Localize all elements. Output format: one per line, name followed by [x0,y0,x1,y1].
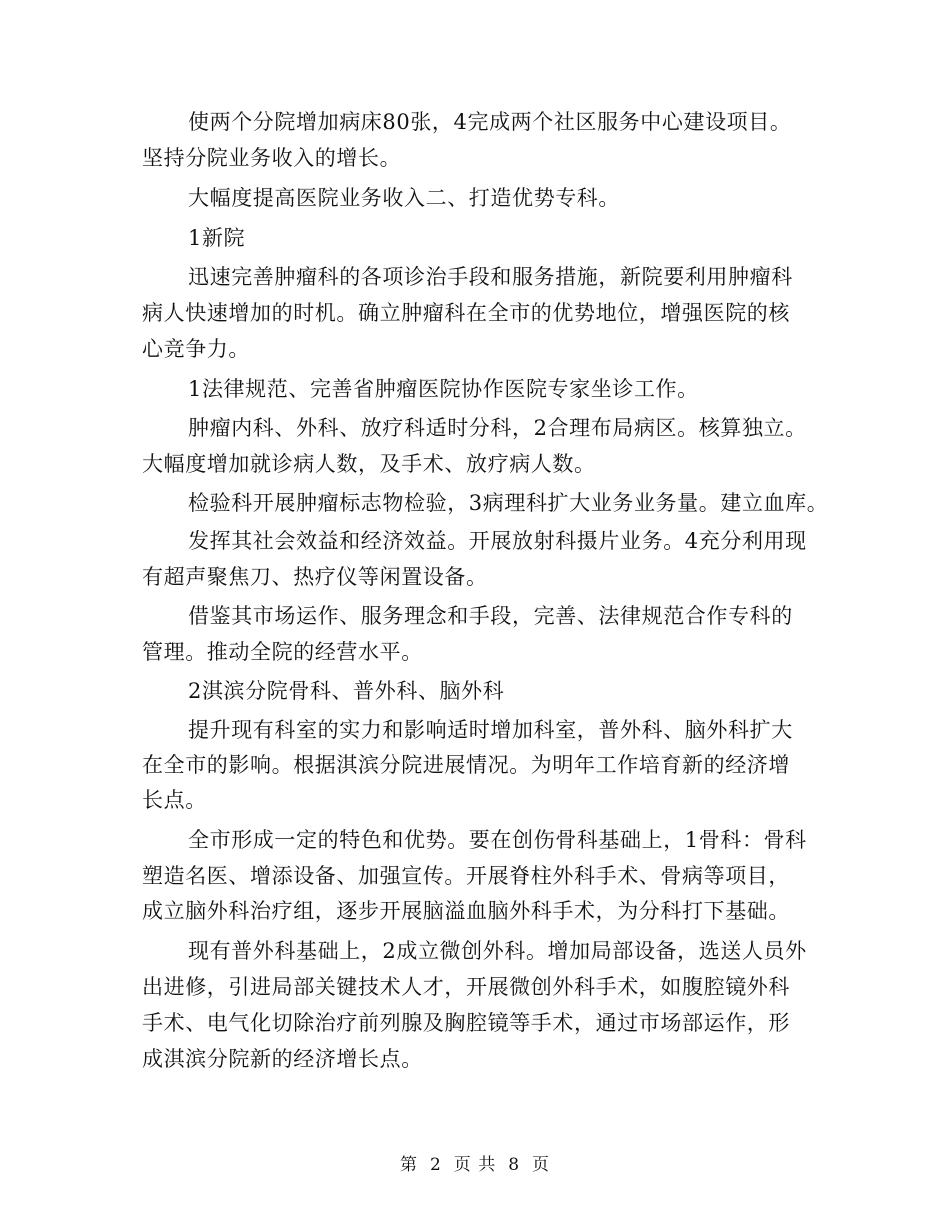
text-line-12: 发挥其社会效益和经济效益。开展放射科摄片业务。4充分利用现 [188,529,807,553]
text-line-13: 有超声聚焦刀、热疗仪等闲置设备。 [142,565,488,589]
page-number-footer [0,1150,950,1175]
text-line-7: 心竞争力。 [142,337,250,361]
text-line-19: 长点。 [142,788,207,812]
text-line-8: 1法律规范、完善省肿瘤医院协作医院专家坐诊工作。 [188,377,699,401]
text-line-10: 大幅度增加就诊病人数，及手术、放疗病人数。 [142,452,596,476]
text-line-18: 在全市的影响。根据淇滨分院进展情况。为明年工作培育新的经济增 [142,753,790,777]
text-line-23: 现有普外科基础上，2成立微创外科。增加局部设备，选送人员外 [188,939,807,963]
page-mid: 页 共 [453,1155,497,1175]
text-line-21: 塑造名医、增添设备、加强宣传。开展脊柱外科手术、骨病等项目， [142,864,790,888]
text-line-1: 使两个分院增加病床80张，4完成两个社区服务中心建设项目。 [188,110,792,134]
text-line-14: 借鉴其市场运作、服务理念和手段，完善、法律规范合作专科的 [188,604,793,628]
text-line-15: 管理。推动全院的经营水平。 [142,640,423,664]
text-line-26: 成淇滨分院新的经济增长点。 [142,1047,423,1071]
text-line-4: 1新院 [188,226,246,250]
text-line-22: 成立脑外科治疗组，逐步开展脑溢血脑外科手术，为分科打下基础。 [142,899,790,923]
page-prefix: 第 [399,1155,418,1175]
text-line-20: 全市形成一定的特色和优势。要在创伤骨科基础上，1骨科：骨科 [188,828,807,852]
text-line-6: 病人快速增加的时机。确立肿瘤科在全市的优势地位，增强医院的核 [142,301,790,325]
text-line-25: 手术、电气化切除治疗前列腺及胸腔镜等手术，通过市场部运作，形 [142,1011,790,1035]
text-line-17: 提升现有科室的实力和影响适时增加科室，普外科、脑外科扩大 [188,718,793,742]
text-line-24: 出进修，引进局部关键技术人才，开展微创外科手术，如腹腔镜外科 [142,975,790,999]
text-line-16: 2淇滨分院骨科、普外科、脑外科 [188,679,505,703]
text-line-3: 大幅度提高医院业务收入二、打造优势专科。 [188,186,620,210]
text-line-9: 肿瘤内科、外科、放疗科适时分科，2合理布局病区。核算独立。 [188,416,807,440]
page-total: 8 [508,1155,521,1175]
text-line-2: 坚持分院业务收入的增长。 [142,146,402,170]
text-line-5: 迅速完善肿瘤科的各项诊治手段和服务措施，新院要利用肿瘤科 [188,265,793,289]
page-suffix: 页 [532,1155,551,1175]
text-line-11: 检验科开展肿瘤标志物检验，3病理科扩大业务业务量。建立血库。 [188,491,829,515]
page-current: 2 [429,1155,442,1175]
